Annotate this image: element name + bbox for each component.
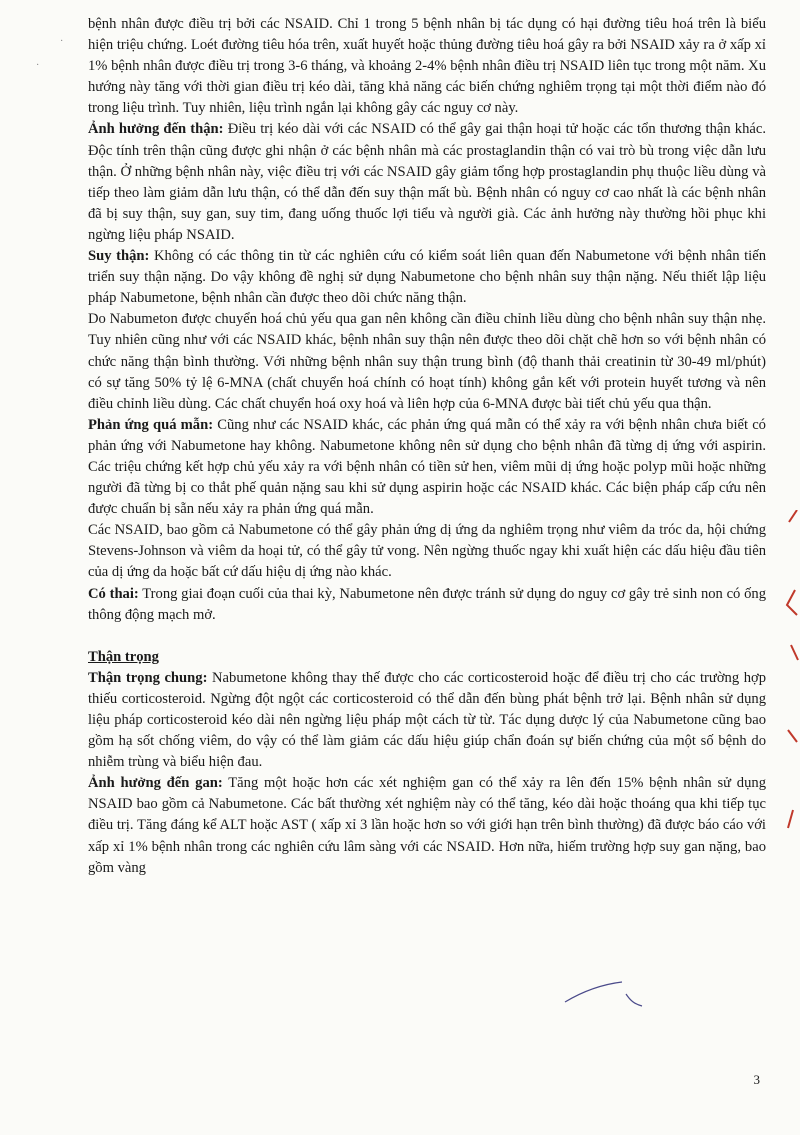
label-general-precautions: Thận trọng chung: bbox=[88, 669, 208, 686]
label-kidney-effects: Ảnh hưởng đến thận: bbox=[88, 121, 224, 138]
pen-annotation-icon bbox=[560, 980, 650, 1010]
scan-dot: · bbox=[36, 60, 40, 71]
paragraph-skin-reactions: Các NSAID, bao gồm cả Nabumetone có thể gây phản ứng dị ứng da nghiêm trọng như viêm da tróc da, hội chứng Stevens-Johnson và viêm da hoại tử, có thể gây tử vong. Nên ngừng thuốc ngay khi xuất hiện các dấu hiệu đầu tiên của dị ứng da hoặc bất cứ dấu hiệu dị ứng nào khác. bbox=[88, 522, 766, 581]
paragraph-dose-adjustment: Do Nabumeton được chuyển hoá chủ yếu qua gan nên không cần điều chỉnh liều dùng cho bệnh nhân suy thận nhẹ. Tuy nhiên cũng như với các NSAID khác, bệnh nhân suy thận nên được theo dõi chặt chẽ hơn so với bệnh nhân có chức năng thận bình thường. Với những bệnh nhân suy thận trung bình (độ thanh thải creatinin từ 30-49 ml/phút) có sự tăng 50% tỷ lệ 6-MNA (chất chuyển hoá chính có hoạt tính) không gắn kết với protein huyết tương và nên điều chỉnh liều dùng. Các chất chuyển hoá oxy hoá và liên hợp của 6-MNA được bài tiết chủ yếu qua thận. bbox=[88, 311, 766, 412]
paragraph-1: bệnh nhân được điều trị bởi các NSAID. Chỉ 1 trong 5 bệnh nhân bị tác dụng có hại đường tiêu hoá trên là biểu hiện triệu chứng. Loét đường tiêu hóa trên, xuất huyết hoặc thủng đường tiêu hoá gây ra bởi NSAID xảy ra ở xấp xỉ 1% bệnh nhân được điều trị trong 3-6 tháng, và khoảng 2-4% bệnh nhân điều trị NSAID liên tục trong một năm. Xu hướng này tăng với thời gian điều trị kéo dài, tăng khả năng các biến chứng nghiêm trọng tại một thời điểm nào đó trong liệu trình. Tuy nhiên, liệu trình ngắn lại không gây các nguy cơ này. bbox=[88, 16, 766, 117]
document-page bbox=[88, 14, 766, 879]
paragraph-renal-failure: Suy thận: Không có các thông tin từ các nghiên cứu có kiểm soát liên quan đến Nabumetone với bệnh nhân tiến triển suy thận nặng. Do vậy không đề nghị sử dụng Nabumetone cho bệnh nhân suy thận nặng. Nếu thiết lập liệu pháp Nabumetone, bệnh nhân cần được theo dõi chức năng thận. bbox=[88, 248, 766, 307]
paragraph-liver-effects: Ảnh hưởng đến gan: Tăng một hoặc hơn các xét nghiệm gan có thể xảy ra lên đến 15% bệnh nhân sử dụng NSAID bao gồm cả Nabumetone. Các bất thường xét nghiệm này có thể tăng, kéo dài hoặc thoáng qua khi tiếp tục điều trị. Tăng đáng kể ALT hoặc AST ( xấp xỉ 3 lần hoặc hơn so với giới hạn trên bình thường) đã được báo cáo với xấp xỉ 1% bệnh nhân trong các nghiên cứu lâm sàng với các NSAID. Hơn nữa, hiếm trường hợp suy gan nặng, bao gồm vàng bbox=[88, 775, 766, 876]
paragraph-hypersensitivity: Phản ứng quá mẫn: Cũng như các NSAID khác, các phản ứng quá mẫn có thể xảy ra với bệnh nhân chưa biết có phản ứng với Nabumetone hay không. Nabumetone không nên sử dụng cho bệnh nhân đã từng dị ứng với aspirin. Các triệu chứng kết hợp chủ yếu xảy ra với bệnh nhân có tiền sử hen, viêm mũi dị ứng hoặc polyp mũi hoặc những người đã từng bị co thắt phế quản nặng sau khi sử dụng aspirin hoặc các NSAID khác. Các biện pháp cấp cứu nên được chuẩn bị sẵn nếu xảy ra phản ứng quá mẫn. bbox=[88, 416, 766, 518]
scan-dot: · bbox=[60, 36, 64, 47]
body-text bbox=[88, 14, 766, 626]
label-liver-effects: Ảnh hưởng đến gan: bbox=[88, 775, 223, 792]
paragraph-kidney-effects: Ảnh hưởng đến thận: Điều trị kéo dài với các NSAID có thể gây gai thận hoại tử hoặc các tổn thương thận khác. Độc tính trên thận cũng được ghi nhận ở các bệnh nhân mà các prostaglandin thận có vai trò bù trong việc dẫn lưu thận. Ở những bệnh nhân này, việc điều trị với các NSAID gây giảm tổng hợp prostaglandin phụ thuộc liều dùng và tiếp theo làm giảm dẫn lưu thận, có thể dẫn đến suy thận mất bù. Bệnh nhân có nguy cơ cao nhất là các bệnh nhân đã bị suy thận, suy gan, suy tim, đang uống thuốc lợi tiểu và người già. Các ảnh hưởng này thường hồi phục khi ngừng liệu pháp NSAID. bbox=[88, 121, 767, 243]
red-stamp-edge-icon bbox=[785, 510, 800, 830]
page-number: 3 bbox=[753, 1072, 760, 1087]
section-heading-precautions: Thận trọng bbox=[88, 648, 159, 665]
label-hypersensitivity: Phản ứng quá mẫn: bbox=[88, 416, 214, 433]
paragraph-pregnancy: Có thai: Trong giai đoạn cuối của thai kỳ, Nabumetone nên được tránh sử dụng do nguy cơ gây trẻ sinh non có ống thông động mạch mở. bbox=[88, 585, 766, 623]
precautions-section bbox=[88, 668, 766, 879]
label-renal-failure: Suy thận: bbox=[88, 248, 150, 265]
paragraph-general-precautions: Thận trọng chung: Nabumetone không thay thế được cho các corticosteroid hoặc để điều trị cho các trường hợp thiếu corticosteroid. Ngừng đột ngột các corticosteroid có thể dẫn đến bùng phát bệnh trở lại. Bệnh nhân sử dụng liệu pháp corticosteroid kéo dài nên ngừng liệu pháp một cách từ từ. Tác dụng dược lý của Nabumetone cũng bao gồm hạ sốt chống viêm, do vậy có thể làm giảm các dấu hiệu giúp chẩn đoán sự biến chứng của một số bệnh do nhiễm trùng và biểu hiện đau. bbox=[88, 669, 767, 771]
label-pregnancy: Có thai: bbox=[88, 585, 139, 602]
